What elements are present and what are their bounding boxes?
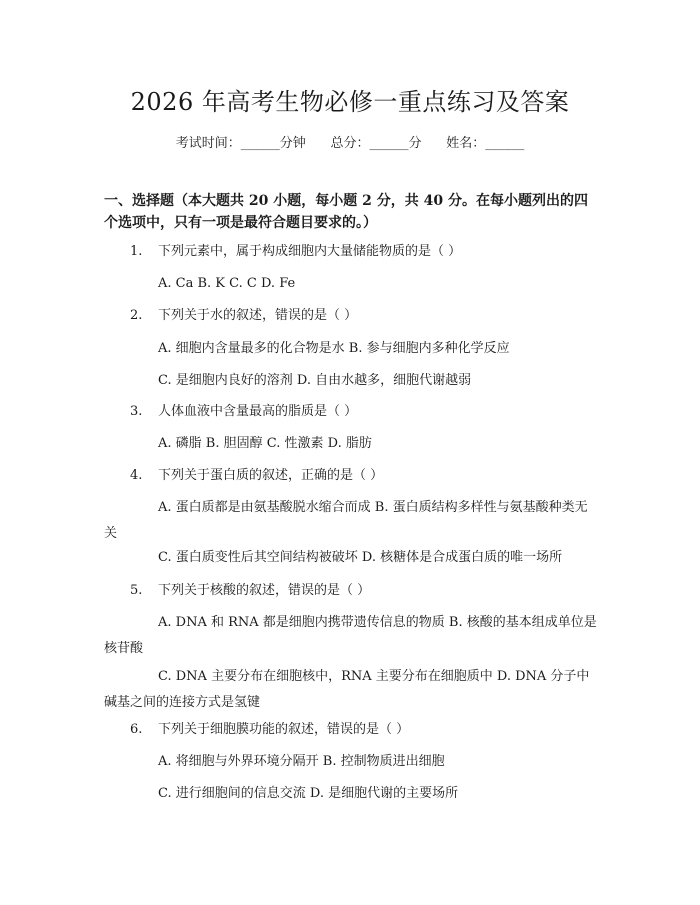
question-text: 下列关于细胞膜功能的叙述，错误的是（ ）: [158, 722, 410, 737]
page-title: 2026 年高考生物必修一重点练习及答案: [130, 88, 570, 116]
question-number: 2.: [130, 308, 143, 323]
question-text: 下列元素中，属于构成细胞内大量储能物质的是（ ）: [158, 244, 462, 259]
question-number: 4.: [130, 468, 143, 483]
question-options: C. 进行细胞间的信息交流 D. 是细胞代谢的主要场所: [158, 786, 459, 801]
question-text: 下列关于水的叙述，错误的是（ ）: [158, 308, 358, 323]
question-text: 人体血液中含量最高的脂质是（ ）: [158, 404, 358, 419]
question-options: A. DNA 和 RNA 都是细胞内携带遗传信息的物质 B. 核酸的基本组成单位是核苷酸: [104, 615, 597, 656]
question-options: C. 是细胞内良好的溶剂 D. 自由水越多，细胞代谢越弱: [158, 373, 472, 388]
question-options: C. DNA 主要分布在细胞核中，RNA 主要分布在细胞质中 D. DNA 分子中碱基之间的连接方式是氢键: [104, 669, 590, 710]
question-options: A. Ca B. K C. C D. Fe: [158, 276, 296, 291]
question-text: 下列关于核酸的叙述，错误的是（ ）: [158, 583, 371, 598]
section-heading: 一、选择题（本大题共 20 小题，每小题 2 分，共 40 分。在每小题列出的四个选项中，只有一项是最符合题目要求的。）: [104, 193, 588, 231]
question-options: A. 细胞内含量最多的化合物是水 B. 参与细胞内多种化学反应: [158, 341, 510, 356]
question-options: A. 磷脂 B. 胆固醇 C. 性激素 D. 脂肪: [158, 436, 372, 451]
question-number: 1.: [130, 244, 143, 259]
question-text: 下列关于蛋白质的叙述，正确的是（ ）: [158, 468, 384, 483]
question-number: 6.: [130, 722, 143, 737]
question-options: C. 蛋白质变性后其空间结构被破坏 D. 核糖体是合成蛋白质的唯一场所: [158, 550, 563, 565]
exam-info-line: 考试时间：______分钟 总分：______分 姓名：______: [175, 136, 525, 151]
question-options: A. 蛋白质都是由氨基酸脱水缩合而成 B. 蛋白质结构多样性与氨基酸种类无关: [104, 500, 588, 541]
question-options: A. 将细胞与外界环境分隔开 B. 控制物质进出细胞: [158, 754, 445, 769]
question-number: 3.: [130, 404, 143, 419]
question-number: 5.: [130, 583, 143, 598]
